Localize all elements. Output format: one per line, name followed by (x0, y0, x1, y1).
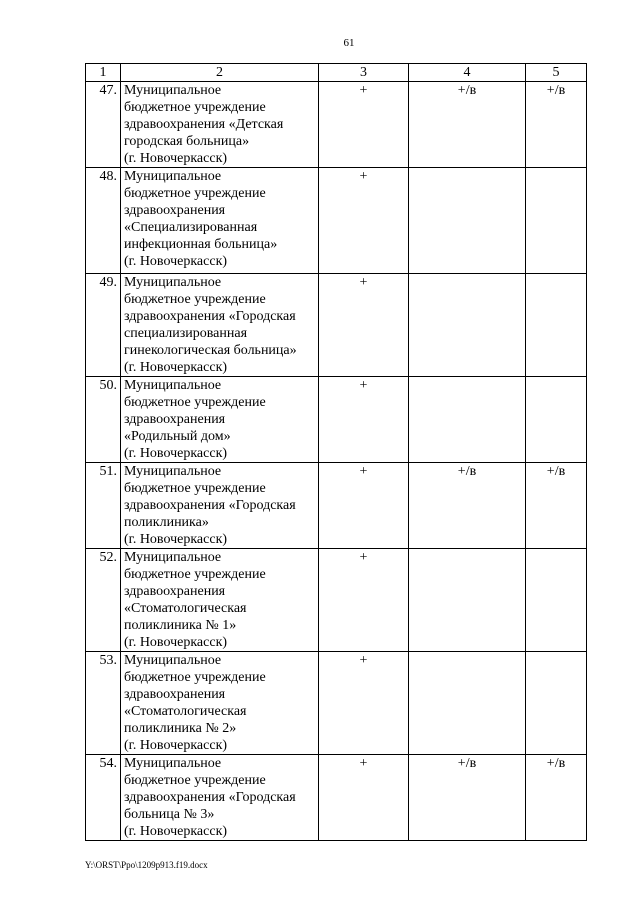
institution-name-cell (121, 652, 319, 755)
institution-name-line: здравоохранения (124, 203, 226, 218)
institution-name-line: бюджетное учреждение (124, 292, 266, 307)
column-5-cell (526, 274, 587, 377)
column-4-cell (409, 549, 526, 652)
page-number: 61 (343, 37, 355, 49)
table-row (86, 652, 587, 755)
institution-name-line: «Родильный дом» (124, 429, 231, 444)
institution-name-line: (г. Новочеркасск) (124, 738, 228, 753)
institution-name-line: здравоохранения «Городская (124, 790, 296, 805)
column-5-cell: +/в (526, 463, 587, 549)
institution-name-line: бюджетное учреждение (124, 186, 266, 201)
column-5-cell (526, 652, 587, 755)
column-5-cell (526, 377, 587, 463)
row-number-cell: 54. (86, 755, 121, 841)
institution-name-line: инфекционная больница» (124, 237, 278, 252)
institution-name-line: Муниципальное (124, 83, 222, 98)
column-3-cell: + (319, 755, 409, 841)
file-path-footer: Y:\ORST\Ppo\1209p913.f19.docx (85, 860, 208, 870)
column-4-cell (409, 274, 526, 377)
table-row (86, 463, 587, 549)
column-3-cell: + (319, 377, 409, 463)
column-5-cell: +/в (526, 755, 587, 841)
institution-name-line: здравоохранения «Городская (124, 498, 296, 513)
institution-name-line: Муниципальное (124, 653, 222, 668)
institution-name-line: «Специализированная (124, 220, 258, 235)
institution-name-line: Муниципальное (124, 756, 222, 771)
institution-name-line: Муниципальное (124, 169, 222, 184)
table-row (86, 274, 587, 377)
institution-name-line: (г. Новочеркасск) (124, 446, 228, 461)
column-3-cell: + (319, 168, 409, 274)
institution-name-line: бюджетное учреждение (124, 481, 266, 496)
institution-name-line: (г. Новочеркасск) (124, 824, 228, 839)
institution-name-line: «Стоматологическая (124, 704, 247, 719)
institution-name-line: городская больница» (124, 134, 250, 149)
institution-name-line: здравоохранения (124, 412, 226, 427)
institutions-table (85, 63, 587, 841)
institution-name-line: бюджетное учреждение (124, 670, 266, 685)
column-5-cell (526, 168, 587, 274)
institution-name-line: здравоохранения «Городская (124, 309, 296, 324)
institution-name-line: Муниципальное (124, 550, 222, 565)
table-row (86, 755, 587, 841)
institution-name-line: бюджетное учреждение (124, 567, 266, 582)
institution-name-cell (121, 463, 319, 549)
institution-name-line: поликлиника № 2» (124, 721, 237, 736)
institution-name-cell (121, 549, 319, 652)
institution-name-cell (121, 82, 319, 168)
institution-name-line: (г. Новочеркасск) (124, 532, 228, 547)
institution-name-line: поликлиника» (124, 515, 209, 530)
column-4-cell (409, 377, 526, 463)
institution-name-line: бюджетное учреждение (124, 773, 266, 788)
institution-name-cell (121, 168, 319, 274)
institution-name-line: здравоохранения «Детская (124, 117, 284, 132)
institution-name-cell (121, 377, 319, 463)
column-3-cell: + (319, 549, 409, 652)
header-cell: 1 (86, 64, 121, 82)
table-row (86, 82, 587, 168)
table-header-row (86, 64, 587, 82)
header-cell: 3 (319, 64, 409, 82)
row-number-cell: 48. (86, 168, 121, 274)
column-4-cell: +/в (409, 755, 526, 841)
institution-name-line: бюджетное учреждение (124, 100, 266, 115)
institution-name-line: здравоохранения (124, 584, 226, 599)
institution-name-line: поликлиника № 1» (124, 618, 237, 633)
institution-name-cell (121, 274, 319, 377)
row-number-cell: 51. (86, 463, 121, 549)
column-4-cell: +/в (409, 82, 526, 168)
row-number-cell: 50. (86, 377, 121, 463)
header-cell: 2 (121, 64, 319, 82)
institution-name-line: больница № 3» (124, 807, 215, 822)
column-3-cell: + (319, 652, 409, 755)
column-3-cell: + (319, 274, 409, 377)
column-3-cell: + (319, 463, 409, 549)
institution-name-line: Муниципальное (124, 275, 222, 290)
institution-name-line: специализированная (124, 326, 248, 341)
institution-name-line: «Стоматологическая (124, 601, 247, 616)
row-number-cell: 52. (86, 549, 121, 652)
column-4-cell: +/в (409, 463, 526, 549)
institution-name-line: здравоохранения (124, 687, 226, 702)
column-5-cell: +/в (526, 82, 587, 168)
row-number-cell: 49. (86, 274, 121, 377)
column-3-cell: + (319, 82, 409, 168)
institution-name-line: (г. Новочеркасск) (124, 254, 228, 269)
table-row (86, 168, 587, 274)
table-row (86, 549, 587, 652)
row-number-cell: 53. (86, 652, 121, 755)
column-4-cell (409, 168, 526, 274)
institution-name-line: бюджетное учреждение (124, 395, 266, 410)
institution-name-line: (г. Новочеркасск) (124, 360, 228, 375)
row-number-cell: 47. (86, 82, 121, 168)
header-cell: 5 (526, 64, 587, 82)
header-cell: 4 (409, 64, 526, 82)
institution-name-line: Муниципальное (124, 378, 222, 393)
institution-name-line: (г. Новочеркасск) (124, 151, 228, 166)
institution-name-line: гинекологическая больница» (124, 343, 297, 358)
institution-name-line: Муниципальное (124, 464, 222, 479)
institution-name-line: (г. Новочеркасск) (124, 635, 228, 650)
column-5-cell (526, 549, 587, 652)
institution-name-cell (121, 755, 319, 841)
table-row (86, 377, 587, 463)
column-4-cell (409, 652, 526, 755)
